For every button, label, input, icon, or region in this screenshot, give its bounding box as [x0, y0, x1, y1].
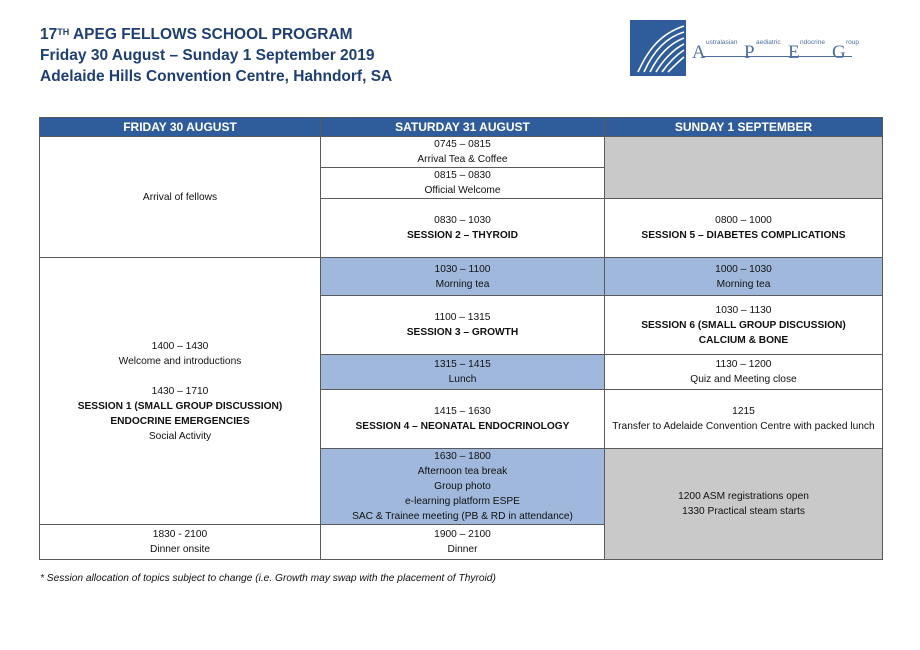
- slot-time: 0815 – 0830: [434, 170, 491, 181]
- slot-time: 1130 – 1200: [715, 359, 772, 370]
- slot-session-title: SESSION 5 – DIABETES COMPLICATIONS: [641, 230, 846, 241]
- slot-time: 1030 – 1100: [434, 263, 491, 275]
- slot-session-subtitle: ENDOCRINE EMERGENCIES: [110, 415, 250, 427]
- slot-text: Dinner: [447, 544, 478, 555]
- sunday-slot-morning-tea: [605, 258, 883, 296]
- sunday-slot-quiz: [605, 355, 883, 390]
- program-header: [40, 24, 392, 87]
- logo-word-endocrine: ndocrine: [800, 39, 825, 46]
- slot-text: Quiz and Meeting close: [690, 374, 797, 385]
- saturday-slot-afternoon-tea: [321, 449, 605, 525]
- slot-time: 0745 – 0815: [434, 139, 491, 150]
- slot-text: Official Welcome: [424, 185, 501, 196]
- table-header-row: [40, 118, 883, 137]
- saturday-slot-session-4: [321, 390, 605, 449]
- apeg-logo: [630, 20, 870, 76]
- logo-word-paediatric: aediatric: [756, 39, 781, 46]
- slot-time: 1000 – 1030: [715, 263, 772, 275]
- logo-rule: [702, 56, 852, 57]
- slot-time: 1400 – 1430: [151, 340, 209, 352]
- slot-text: Morning tea: [435, 278, 490, 290]
- sunday-empty-cell: [605, 137, 883, 199]
- column-header-sunday: SUNDAY 1 SEPTEMBER: [605, 118, 883, 137]
- program-title: [40, 24, 392, 45]
- slot-text: Dinner onsite: [149, 544, 211, 555]
- sunday-slot-session-6: [605, 296, 883, 355]
- program-dates: Friday 30 August – Sunday 1 September 2019: [40, 47, 375, 64]
- logo-letter-p: P: [744, 42, 755, 63]
- friday-arrival-cell: [40, 137, 321, 258]
- logo-letter-g: G: [832, 42, 846, 63]
- title-ordinal-suffix: TH: [57, 27, 70, 37]
- slot-time: 1630 – 1800: [434, 451, 491, 462]
- logo-word-group: roup: [846, 39, 860, 46]
- slot-time: 1900 – 2100: [434, 529, 491, 540]
- slot-time: 1030 – 1130: [715, 304, 772, 316]
- slot-text: 1330 Practical steam starts: [682, 506, 805, 517]
- slot-time: 1315 – 1415: [434, 359, 491, 370]
- table-row: [40, 137, 883, 168]
- slot-time: 1830 - 2100: [152, 529, 208, 540]
- slot-text: 1200 ASM registrations open: [678, 491, 809, 502]
- column-header-saturday: SATURDAY 31 AUGUST: [321, 118, 605, 137]
- title-ordinal: 17: [40, 26, 58, 43]
- program-table: [39, 117, 883, 560]
- logo-wave-icon: [630, 20, 686, 76]
- saturday-slot-morning-tea: [321, 258, 605, 296]
- slot-time: 1430 – 1710: [151, 385, 209, 397]
- slot-time: 0830 – 1030: [434, 215, 491, 226]
- slot-text: SAC & Trainee meeting (PB & RD in attendance): [352, 511, 573, 522]
- slot-text: e-learning platform ESPE: [405, 496, 520, 507]
- slot-text: Transfer to Adelaide Convention Centre with packed lunch: [612, 421, 875, 432]
- slot-time: 1415 – 1630: [434, 406, 491, 417]
- saturday-slot-official-welcome: [321, 168, 605, 199]
- slot-session-title: SESSION 6 (SMALL GROUP DISCUSSION): [641, 319, 846, 331]
- slot-session-title: SESSION 3 – GROWTH: [406, 327, 519, 338]
- saturday-slot-session-2: [321, 199, 605, 258]
- saturday-slot-lunch: [321, 355, 605, 390]
- slot-session-title: SESSION 2 – THYROID: [407, 230, 518, 241]
- slot-session-title: SESSION 4 – NEONATAL ENDOCRINOLOGY: [355, 421, 570, 432]
- sunday-slot-transfer: [605, 390, 883, 449]
- footnote: * Session allocation of topics subject to change (i.e. Growth may swap with the placement of Thyroid): [40, 573, 496, 584]
- friday-arrival-text: Arrival of fellows: [142, 191, 218, 203]
- slot-text: Afternoon tea break: [417, 466, 508, 477]
- table-row: [40, 258, 883, 296]
- slot-text: Arrival Tea & Coffee: [417, 154, 508, 165]
- program-venue: Adelaide Hills Convention Centre, Hahndorf, SA: [40, 68, 393, 85]
- title-text: APEG FELLOWS SCHOOL PROGRAM: [69, 26, 353, 43]
- logo-word-australasian: ustralasian: [706, 39, 738, 46]
- friday-slot-dinner: [40, 525, 321, 560]
- slot-time: 1215: [732, 406, 755, 417]
- saturday-slot-arrival-tea: [321, 137, 605, 168]
- sunday-slot-asm: [605, 449, 883, 560]
- slot-session-title: SESSION 1 (SMALL GROUP DISCUSSION): [77, 400, 283, 412]
- logo-letter-a: A: [692, 42, 706, 63]
- saturday-slot-session-3: [321, 296, 605, 355]
- friday-afternoon-cell: [40, 258, 321, 525]
- slot-text: Social Activity: [148, 430, 212, 442]
- column-header-friday: FRIDAY 30 AUGUST: [40, 118, 321, 137]
- logo-wordmark: [692, 36, 872, 66]
- sunday-slot-session-5: [605, 199, 883, 258]
- slot-time: 0800 – 1000: [715, 215, 772, 226]
- slot-text: Morning tea: [716, 278, 771, 290]
- logo-letter-e: E: [788, 42, 800, 63]
- slot-time: 1100 – 1315: [434, 312, 491, 323]
- slot-session-subtitle: CALCIUM & BONE: [698, 334, 789, 346]
- slot-text: Welcome and introductions: [118, 355, 242, 367]
- slot-text: Lunch: [448, 374, 477, 385]
- saturday-slot-dinner: [321, 525, 605, 560]
- slot-text: Group photo: [434, 481, 491, 492]
